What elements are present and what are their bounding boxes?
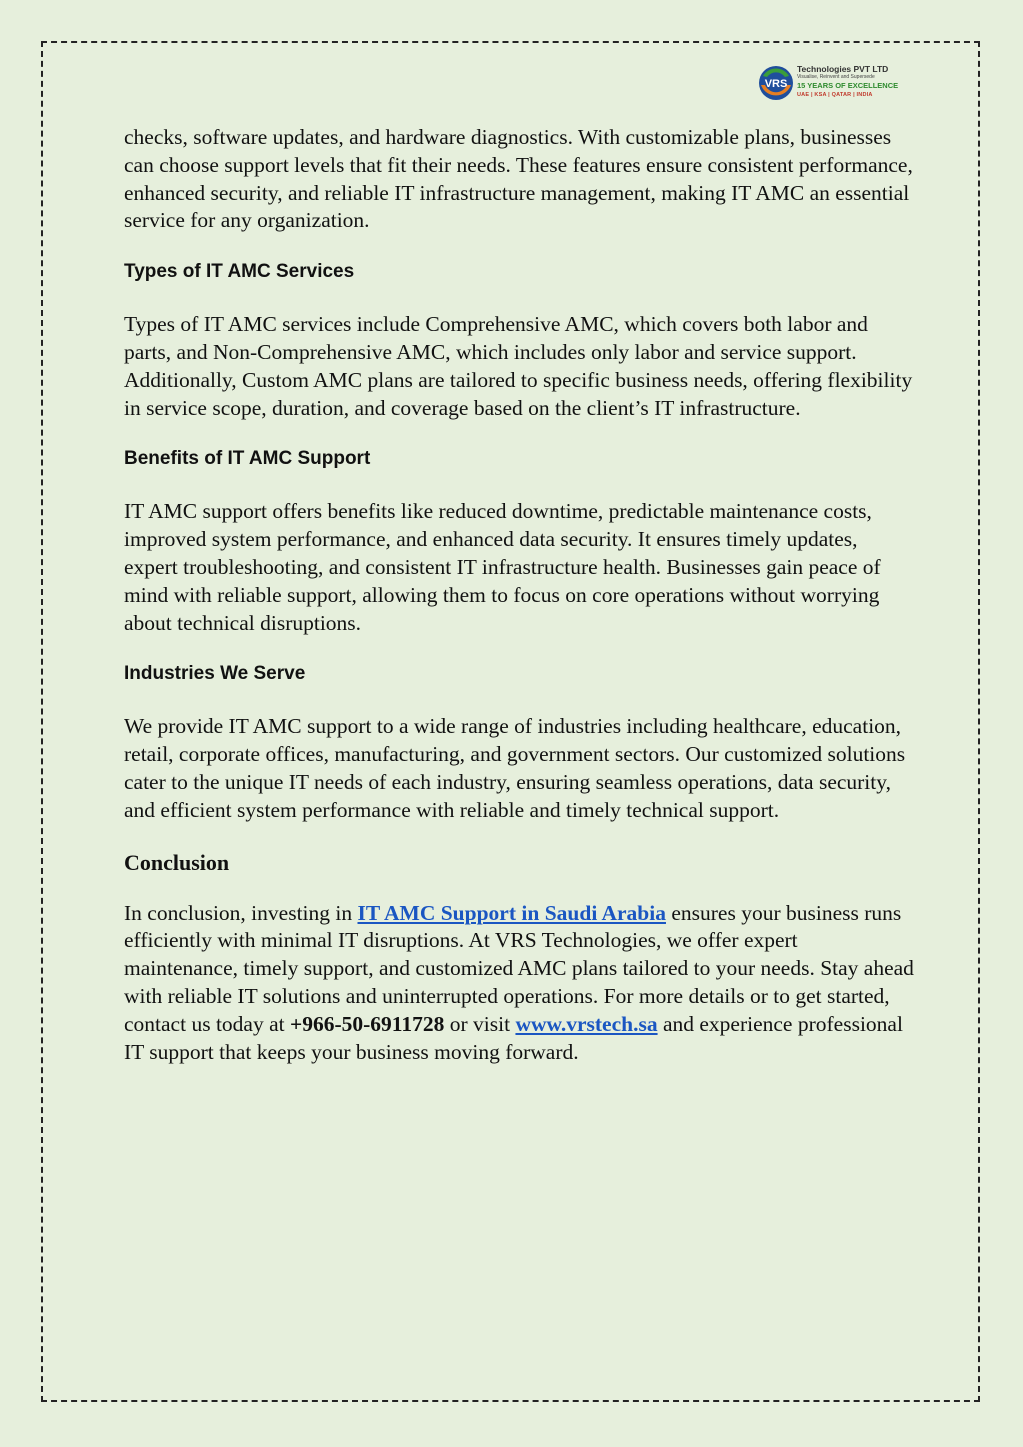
company-logo [757, 62, 907, 108]
conclusion-heading: Conclusion [124, 849, 230, 875]
logo-text-block [797, 64, 909, 99]
logo-years-badge: 15 YEARS OF EXCELLENCE [797, 81, 899, 90]
intro-paragraph: checks, software updates, and hardware diagnostics. With customizable plans, businesses can choose support levels that fit their needs. These features ensure consistent performance, enhanced security, and reliable IT infrastructure management, making IT AMC an essential service for any organization. [124, 125, 913, 233]
benefits-paragraph: IT AMC support offers benefits like reduced downtime, predictable maintenance costs, improved system performance, and enhanced data security. It ensures timely updates, expert troubleshooting, and consistent IT infrastructure health. Businesses gain peace of mind with reliable support, allowing them to focus on core operations without worrying about technical disruptions. [124, 499, 881, 635]
conclusion-paragraph [124, 900, 914, 1067]
benefits-heading: Benefits of IT AMC Support [124, 448, 371, 470]
logo-regions: UAE | KSA | QATAR | INDIA [797, 92, 873, 98]
vrs-logo-icon [757, 64, 795, 102]
phone-number: +966-50-6911728 [289, 1011, 445, 1036]
logo-mark-text: VRS [764, 78, 788, 90]
conclusion-text-start: In conclusion, investing in [124, 900, 358, 925]
logo-tagline: Visualise, Reinvent and Supersede [797, 74, 875, 80]
document-body [124, 124, 914, 1090]
logo-company-name: Technologies PVT LTD [797, 64, 889, 74]
industries-paragraph: We provide IT AMC support to a wide range of industries including healthcare, education, retail, corporate offices, manufacturing, and government sectors. Our customized solutions cater to the unique IT needs of each industry, ensuring seamless operations, data security, and efficient system performance with reliable and timely technical support. [124, 714, 906, 822]
types-heading: Types of IT AMC Services [124, 261, 355, 283]
conclusion-text-end: and experience professional IT support that keeps your business moving forward. [124, 1011, 903, 1064]
conclusion-text-middle: ensures your business runs efficiently with minimal IT disruptions. At VRS Technologies, we offer expert maintenance, timely support, and customized AMC plans tailored to your needs. Stay ahead with reliable IT solutions and uninterrupted operations. For more details or to get started, contact us today at [124, 900, 914, 1036]
conclusion-text-or-visit: or visit [444, 1011, 516, 1036]
it-amc-saudi-link[interactable]: IT AMC Support in Saudi Arabia [357, 900, 666, 925]
types-paragraph: Types of IT AMC services include Comprehensive AMC, which covers both labor and parts, and Non-Comprehensive AMC, which includes only labor and service support. Additionally, Custom AMC plans are tailored to specific business needs, offering flexibility in service scope, duration, and coverage based on the client’s IT infrastructure. [124, 312, 913, 420]
industries-heading: Industries We Serve [124, 663, 306, 685]
website-link[interactable]: www.vrstech.sa [515, 1011, 658, 1036]
